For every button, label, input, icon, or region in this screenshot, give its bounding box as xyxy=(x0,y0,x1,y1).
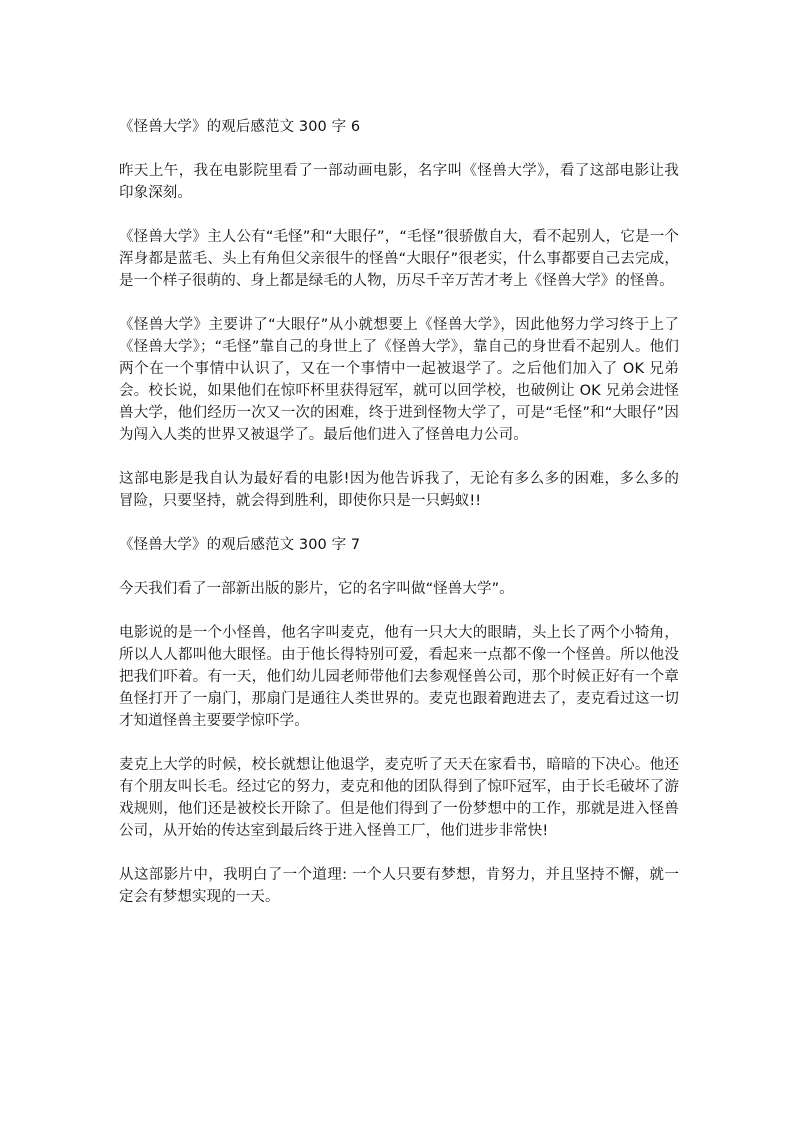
paragraph: 从这部影片中，我明白了一个道理: 一个人只要有梦想，肯努力，并且坚持不懈，就一定会有梦想实现的一天。 xyxy=(119,867,679,905)
paragraph: 昨天上午，我在电影院里看了一部动画电影，名字叫《怪兽大学》，看了这部电影让我印象深刻。 xyxy=(119,163,679,201)
paragraph: 今天我们看了一部新出版的影片，它的名字叫做“怪兽大学”。 xyxy=(119,581,514,597)
paragraph: 《怪兽大学》主要讲了“大眼仔”从小就想要上《怪兽大学》，因此他努力学习终于上了《怪兽大学》；“毛怪”靠自己的身世上了《怪兽大学》，靠自己的身世看不起别人。他们两个在一个事情中认识了，又在一个事情中一起被退学了。之后他们加入了 OK 兄弟会。校长说，如果他们在惊吓杯里获得冠军，就可以回学校，也破例让 OK 兄弟会进怪兽大学，他们经历一次又一次的困难，终于进到怪物大学了，可是“毛怪”和“大眼仔”因为闯入人类的世界又被退学了。最后他们进入了怪兽电力公司。 xyxy=(119,317,679,443)
essay-title-7: 《怪兽大学》的观后感范文 300 字 7 xyxy=(119,537,361,553)
paragraph: 麦克上大学的时候，校长就想让他退学，麦克听了天天在家看书，暗暗的下决心。他还有个朋友叫长毛。经过它的努力，麦克和他的团队得到了惊吓冠军，由于长毛破坏了游戏规则，他们还是被校长开除了。但是他们得到了一份梦想中的工作，那就是进入怪兽公司，从开始的传达室到最后终于进入怪兽工厂，他们进步非常快! xyxy=(119,757,679,839)
paragraph: 《怪兽大学》主人公有“毛怪”和“大眼仔”，“毛怪”很骄傲自大，看不起别人，它是一个浑身都是蓝毛、头上有角但父亲很牛的怪兽“大眼仔”很老实，什么事都要自己去完成，是一个样子很萌的、身上都是绿毛的人物，历尽千辛万苦才考上《怪兽大学》的怪兽。 xyxy=(119,229,679,289)
document-page xyxy=(119,116,679,908)
paragraph: 电影说的是一个小怪兽，他名字叫麦克，他有一只大大的眼睛，头上长了两个小犄角，所以人人都叫他大眼怪。由于他长得特别可爱，看起来一点都不像一个怪兽。所以他没把我们吓着。有一天，他们幼儿园老师带他们去参观怪兽公司，那个时候正好有一个章鱼怪打开了一扇门，那扇门是通往人类世界的。麦克也跟着跑进去了，麦克看过这一切才知道怪兽主要要学惊吓学。 xyxy=(119,625,679,729)
paragraph: 这部电影是我自认为最好看的电影!因为他告诉我了，无论有多么多的困难，多么多的冒险，只要坚持，就会得到胜利，即使你只是一只蚂蚁!! xyxy=(119,471,679,509)
essay-title-6: 《怪兽大学》的观后感范文 300 字 6 xyxy=(119,119,361,135)
